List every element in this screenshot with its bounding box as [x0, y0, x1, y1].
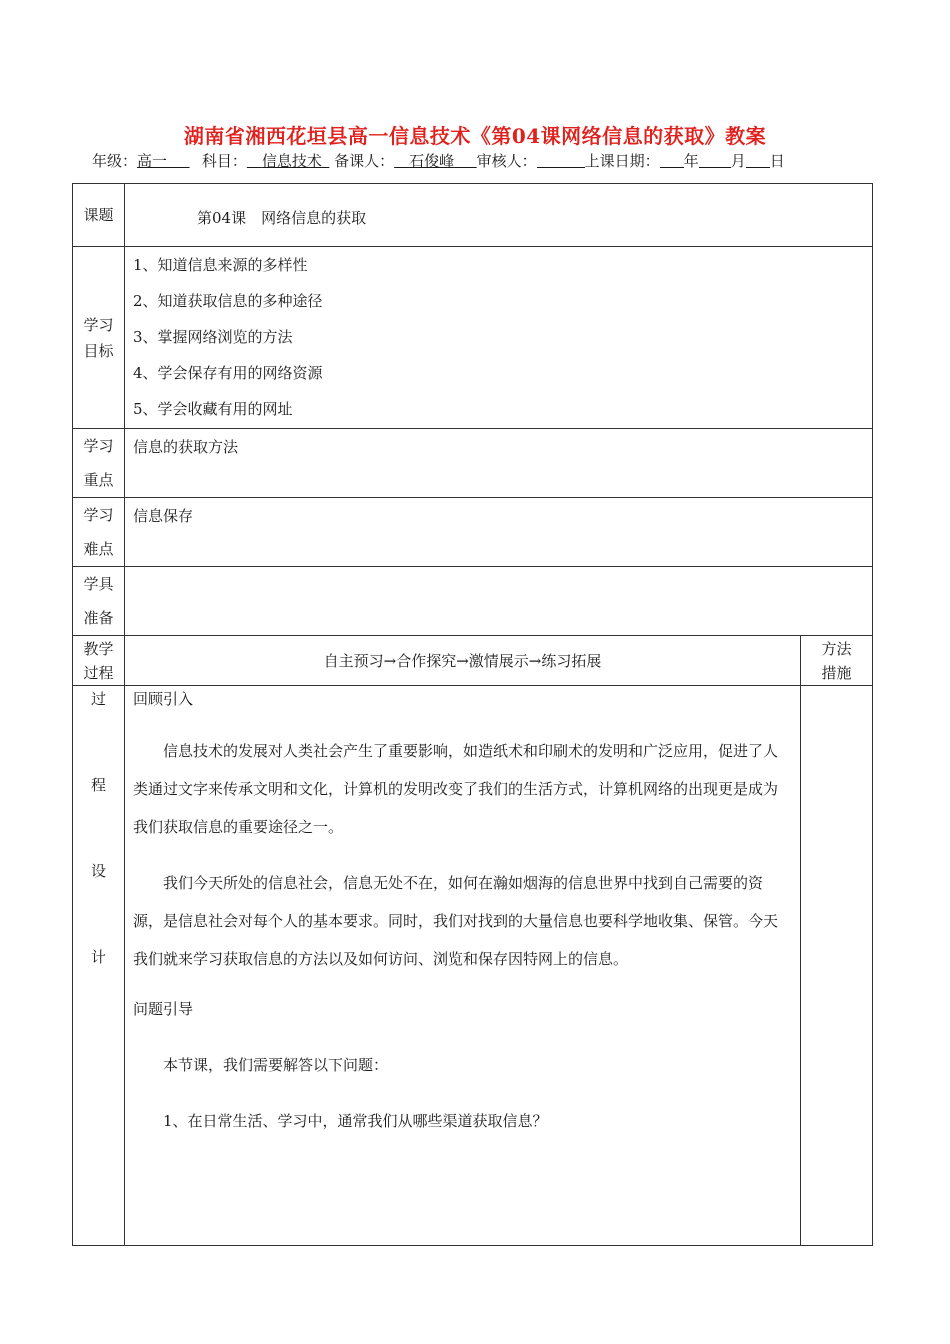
key-label: 学习 重点	[73, 429, 125, 498]
key-row	[73, 429, 873, 498]
grade-label: 年级：	[92, 152, 138, 170]
goals-label: 学习 目标	[73, 247, 125, 429]
difficulty-row	[73, 498, 873, 567]
topic-row	[73, 184, 873, 247]
method-label: 方法 措施	[801, 636, 873, 686]
design-label: 过 程 设 计	[73, 686, 125, 1246]
subject-label: 科目：	[201, 152, 247, 170]
difficulty-value: 信息保存	[125, 498, 873, 567]
paragraph: 本节课，我们需要解答以下问题：	[163, 1056, 389, 1074]
paragraph: 我们今天所处的信息社会，信息无处不在，如何在瀚如烟海的信息世界中找到自己需要的资源，是信息社会对每个人的基本要求。同时，我们对找到的大量信息也要科学地收集、保管。今天我们就来学习获取信息的方法以及如何访问、浏览和保存因特网上的信息。	[133, 874, 779, 968]
subject-value: 信息技术	[261, 152, 322, 170]
reviewer-blank	[537, 153, 585, 168]
year-label: 年	[683, 152, 699, 170]
tools-row	[73, 567, 873, 636]
date-label: 上课日期：	[584, 152, 660, 170]
goals-row	[73, 247, 873, 429]
day-blank	[746, 153, 770, 168]
section-heading: 问题引导	[133, 1000, 194, 1018]
process-value: 自主预习→合作探究→激情展示→练习拓展	[125, 636, 801, 686]
list-item: 1、知道信息来源的多样性	[133, 256, 308, 274]
process-label: 教学 过程	[73, 636, 125, 686]
list-item: 2、知道获取信息的多种途径	[133, 292, 323, 310]
section-heading: 回顾引入	[133, 690, 194, 708]
list-item: 4、学会保存有用的网络资源	[133, 364, 323, 382]
difficulty-label: 学习 难点	[73, 498, 125, 567]
month-label: 月	[730, 152, 746, 170]
design-row	[73, 686, 873, 1246]
list-item: 3、掌握网络浏览的方法	[133, 328, 293, 346]
topic-label: 课题	[73, 184, 125, 247]
grade-value: 高一	[137, 152, 168, 170]
tools-label: 学具 准备	[73, 567, 125, 636]
tools-value	[125, 567, 873, 636]
document-title: 湖南省湘西花垣县高一信息技术《第04课网络信息的获取》教案	[183, 124, 767, 148]
day-label: 日	[769, 152, 785, 170]
preparer-value: 石俊峰	[409, 152, 455, 170]
lesson-plan-table	[72, 183, 873, 1246]
paragraph: 信息技术的发展对人类社会产生了重要影响，如造纸术和印刷术的发明和广泛应用，促进了人类通过文字来传承文明和文化，计算机的发明改变了我们的生活方式，计算机网络的出现更是成为我们获取信息的重要途径之一。	[133, 742, 779, 836]
process-row	[73, 636, 873, 686]
preparer-label: 备课人：	[334, 152, 395, 170]
meta-line	[92, 150, 872, 171]
reviewer-label: 审核人：	[476, 152, 537, 170]
list-item: 5、学会收藏有用的网址	[133, 400, 293, 418]
key-value: 信息的获取方法	[125, 429, 873, 498]
paragraph: 1、在日常生活、学习中，通常我们从哪些渠道获取信息？	[163, 1112, 548, 1130]
goals-list	[125, 247, 873, 429]
month-blank	[699, 153, 731, 168]
method-column	[801, 686, 873, 1246]
topic-value: 第04课 网络信息的获取	[125, 184, 873, 247]
design-content	[125, 686, 801, 1246]
year-blank	[660, 153, 684, 168]
